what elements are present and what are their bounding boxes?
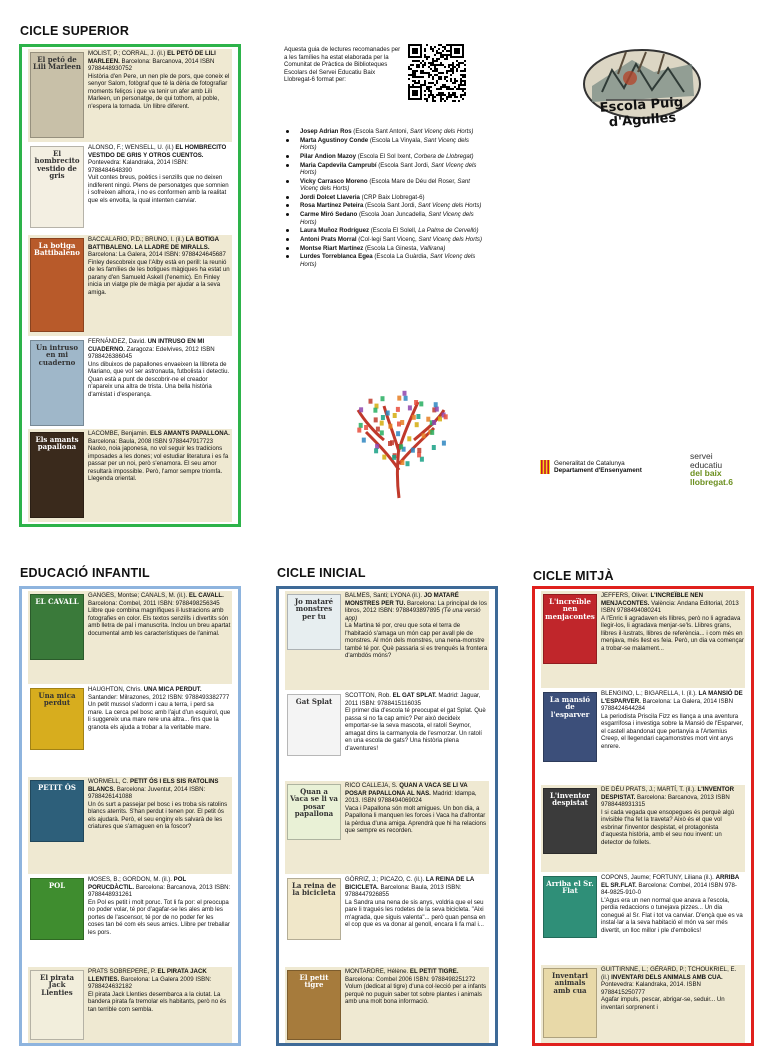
servei-line4: llobregat.6 <box>690 476 733 487</box>
book-cover-image <box>30 878 84 940</box>
book-pub: Barcelona: Baula, 2013 ISBN: 9788447926855 <box>345 883 462 899</box>
book-summary: Volum (dedicat al tigre) d'una col·lecció per a infants perquè no puguin saber tot sobre plantes i animals amb una molt bona informació. <box>345 983 487 1006</box>
book-title: PETIT ÓS I ELS SIS RATOLINS BLANCS. <box>88 778 219 793</box>
book-title: JO MATARÉ MONSTRES PER TU. <box>345 592 459 607</box>
book-authors: SCOTTON, Rob. <box>345 692 391 699</box>
book-cover-image <box>543 692 597 762</box>
section-title-inicial: CICLE INICIAL <box>277 566 366 580</box>
contributor-name: Vicky Carrasco Moreno <box>300 177 368 185</box>
book-summary: Finley descobreix que l'Alby està en perill: la reunió de les famílies de les botigues màgiques ha estat un parany d'en Samueld Askell (l'enemic). En Finley inicia un viatge ple de màgia per ajudar a la seva amiga. <box>88 258 230 296</box>
contributor-name: Jordi Dolcet Llaveria <box>300 193 360 201</box>
book-cover-image <box>30 688 84 750</box>
book-description <box>601 592 744 652</box>
contributor-item <box>286 137 486 152</box>
qr-code-icon <box>408 44 466 102</box>
contributor-item <box>286 194 486 201</box>
book-cover-title: Un intruso en mi cuaderno <box>36 343 78 367</box>
book-entry <box>285 691 489 780</box>
book-pub: Zaragoza: Edelvives, 2012 ISBN 9788426386045 <box>88 345 215 361</box>
book-cover-title: EL CAVALL <box>35 597 79 606</box>
contributor-name: Josep Adrian Ros <box>300 128 352 135</box>
book-summary: Agafar impuls, pescar, abrigar-se, seduir... Un inventari sorprenent i <box>601 996 725 1011</box>
contributors-list <box>286 128 486 269</box>
book-description <box>88 876 231 936</box>
contributor-school: (CRP Baix Llobregat-6) <box>361 193 425 201</box>
book-description <box>601 966 744 1011</box>
book-description <box>345 968 488 1006</box>
book-title: ARRIBA EL SR.FLAT. <box>601 874 740 889</box>
contributor-school: (Escola La Vinyala, <box>369 136 424 144</box>
contributor-name: Lurdes Torreblanca Egea <box>300 253 373 261</box>
infantil-box <box>19 586 241 1046</box>
book-entry <box>28 777 232 874</box>
book-entry <box>28 967 232 1046</box>
book-cover-title: POL <box>48 881 66 890</box>
contributor-place: Sant Vicenç dels Horts) <box>300 161 477 176</box>
book-cover-title: El hombrecito vestido de gris <box>34 149 80 181</box>
contributor-item <box>286 236 486 243</box>
book-cover-image <box>30 52 84 138</box>
book-description <box>601 690 744 750</box>
book-summary: Naoko, noia japonesa, no vol seguir les tradicions imposades a les dones; vol estudiar literatura i es fa passar per un noi, però s'enamora. El seu amor resultarà impossible. Però, l'amor sempre triomfa. Llegenda oriental. <box>88 445 229 483</box>
book-cover-image <box>30 594 84 660</box>
gencat-flag-icon <box>540 460 550 474</box>
contributor-place: Corbera de Llobregat) <box>413 152 474 160</box>
book-cover-title: PETIT ÓS <box>38 783 76 792</box>
intro-text: Aquesta guia de lectures recomanades per a les famílies ha estat elaborada per la Comunitat de Pràctica de Biblioteques Escolars del Servei Educatiu Baix Llobregat-6 format per: <box>284 46 401 84</box>
section-title-mitja: CICLE MITJÀ <box>533 569 614 583</box>
book-title: LA REINA DE LA BICICLETA. <box>345 876 474 891</box>
book-summary: Vaca i Papallona són molt amigues. Un bon dia, a Papallona li manquen les forces i Vaca ha d'afrontar la pèrdua d'una amiga. Aprendrà que hi ha relacions que sempre es recorden. <box>345 804 487 835</box>
contributor-name: Marta Agustinoy Conde <box>300 136 369 144</box>
book-cover-title: El petit tigre <box>299 973 329 990</box>
book-authors: JEFFERS, Oliver. <box>601 592 649 599</box>
book-description <box>88 144 231 204</box>
book-pub: Madrid: Idampa, 2013. ISBN 9788494069024 <box>345 789 477 805</box>
servei-line3: del baix <box>690 468 722 478</box>
book-title: EL GAT SPLAT. <box>392 692 437 699</box>
book-title: INVENTARI DELS ANIMALS AMB CUA. <box>611 973 723 981</box>
book-title: QUAN A VACA SE LI VA POSAR PAPALLONA AL NAS. <box>345 782 468 797</box>
book-summary: Un ós surt a passejar pel bosc i es troba sis ratolins blancs aterrits. S'han perdut i tenen por. El petit ós els ajudarà. Però, el seu enginy els salvarà de les criatures que s'amaguen en la foscor? <box>88 800 228 831</box>
book-cover-image <box>30 432 84 518</box>
contributor-school: (Col·legi Sant Vicenç, <box>358 235 419 243</box>
book-title: L'INVENTOR DESPISTAT. <box>601 786 735 801</box>
book-cover-title: Gat Splat <box>295 697 333 706</box>
contributor-place: Sant Vicenç dels Horts) <box>300 177 470 193</box>
book-entry <box>28 875 232 966</box>
school-logo-text: Escola Puig d'Agulles <box>599 95 684 131</box>
book-authors: LACOMBE, Benjamin. <box>88 430 149 437</box>
contributor-item <box>286 178 486 193</box>
book-cover-title: Arriba el Sr. Flat <box>546 879 594 896</box>
book-description <box>601 874 744 934</box>
contributor-name: Rosa Martínez Peteira <box>300 202 364 210</box>
section-title-superior: CICLE SUPERIOR <box>20 24 130 38</box>
book-entry <box>28 337 232 428</box>
book-cover-image <box>30 238 84 332</box>
book-authors: BALMES, Santi; LYONA (il.). <box>345 592 423 599</box>
contributor-school: (Escola La Ginesta, <box>365 244 420 252</box>
contributor-name: Antoni Prats Morral <box>300 235 357 243</box>
book-entry <box>28 143 232 234</box>
contributor-item <box>286 245 486 252</box>
book-summary: El primer dia d'escola té preocupat el gat Splat. Què passa si no fa cap amic? Per això decideix emportar-se la seva mascota, el ratolí Seymor, amagat dins la carmanyola de l'esmorzar. Un ratolí en una escola de gats? Una història plena d'aventures! <box>345 707 486 752</box>
book-pub: Pontevedra: Kalandraka, 2014. ISBN 9788415250777 <box>601 981 701 996</box>
book-cover-image <box>543 876 597 938</box>
contributor-place: Vallirana) <box>419 244 446 252</box>
book-pub: Barcelona: Combel, 2011 ISBN: 9788498256345 <box>88 599 220 607</box>
book-authors: COPONS, Jaume; FORTUNY, Liliana (il.). <box>601 874 714 881</box>
contributor-place: Sant Vicenç dels Horts) <box>300 136 469 152</box>
mitja-box <box>532 586 754 1046</box>
contributor-place: Sant Vicenç dels Horts) <box>300 253 476 268</box>
book-authors: ALONSO, F.; WENSELL, U. (il.) <box>88 144 174 151</box>
book-pub: Barcelona: La Galera 2009 ISBN: 9788424632182 <box>88 975 212 991</box>
book-pub-note: (Té una versió app) <box>345 607 481 622</box>
book-title: EL PETÓ DE LILI MARLEEN. <box>88 50 216 65</box>
book-pub: Barcelona: La principal de los libros, 2012 ISBN: 9788493897895 <box>345 599 487 615</box>
inicial-box <box>276 586 498 1046</box>
book-cover-image <box>30 340 84 426</box>
contributor-place: Sant Vicenç dels Horts) <box>418 235 482 243</box>
book-description <box>88 50 231 110</box>
book-cover-title: L'increïble nen menjacontes <box>545 597 595 621</box>
book-cover-title: La reina de la bicicleta <box>291 881 337 898</box>
book-cover-title: El petó de Lili Marleen <box>33 55 81 72</box>
book-description <box>345 876 488 929</box>
book-entry <box>541 873 745 964</box>
book-description <box>88 236 231 296</box>
book-pub: Barcelona: La Galera, 2014 ISBN: 9788424645687 <box>88 251 226 259</box>
book-cover-image <box>287 594 341 650</box>
book-summary: La periodista Priscila Fizz es llança a una aventura esgarrifosa i investiga sobre la Mansió de l'Esparver, el castell abandonat que pertanyia a l'Artemius Creep, el llegendari caçamonstres mort vint anys enrere. <box>601 712 744 750</box>
book-entry <box>541 591 745 688</box>
book-summary: Vuit contes breus, poètics i senzills que no deixen indiferent ningú. Plens de personatges que somnien i sofreixen alhora, i no es conformen amb la realitat que els envolta, la qual intenten canviar. <box>88 174 229 204</box>
book-description <box>88 592 231 637</box>
book-entry <box>28 591 232 684</box>
book-cover-title: Una mica perdut <box>38 691 76 708</box>
book-pub: Pontevedra: Kalandraka, 2014 ISBN: 9788484648390 <box>88 159 188 174</box>
contributor-place: Sant Vicenç dels Horts) <box>417 202 482 210</box>
book-title: EL PETIT TIGRE. <box>409 968 459 975</box>
book-entry <box>285 591 489 690</box>
contributor-school: (Escola La Guàrdia, <box>374 253 430 261</box>
book-pub: Barcelona: Baula, 2008 ISBN 9788447917723 <box>88 437 214 445</box>
servei-line2: educatiu <box>690 459 723 470</box>
contributor-school: (Escola El Solell, <box>370 227 419 235</box>
contributor-name: Montse Riart Martínez <box>300 244 364 252</box>
book-authors: MOSES, B.; GORDON, M. (il.). <box>88 876 172 883</box>
book-authors: FERNÁNDEZ, David. <box>88 338 146 345</box>
book-authors: GÒRRIZ, J.; PICAZO, C. (il.). <box>345 876 425 883</box>
book-summary: Llibre que combina magnífiques il·lustracions amb fotografies en color. Els textos senzills i divertits són amb lletra de pal i manuscrita. Inclou un breu apartat documental amb les característiques de l'animal. <box>88 607 231 637</box>
book-description <box>88 686 231 731</box>
book-summary: L'Agus era un nen normal que anava a l'escola, perdia redaccions o tunejava pizzes... Un dia conegué al Sr. Flat i tot va canviar. D'ençà que es va instal·lar a la seva habitació el món va ser més divertit, un lloc millor i ple d'embolics! <box>601 896 743 934</box>
book-entry <box>285 781 489 874</box>
book-cover-title: L'inventor despistat <box>549 791 590 808</box>
book-authors: BACCALARIO, P.D.; BRUNO, I. (il.) <box>88 236 185 243</box>
book-pub: Santander: Milrazones, 2012 ISBN: 9788493382777 <box>88 693 230 701</box>
servei-educatiu-logo <box>690 452 760 486</box>
book-summary: En Pol es petit i molt poruc. Tot li fa por: el preocupa no poder volar, té por d'agafar-se les ales amb les portes de l'ascensor, té por de no poder fer les coses tan bé com els seus amics. Llibre per treballar les pors. <box>88 898 230 936</box>
book-description <box>345 782 488 835</box>
book-entry <box>541 785 745 872</box>
book-authors: WORMELL, C. <box>88 778 129 785</box>
book-pub: València: Andana Editorial, 2013 ISBN 9788494080241 <box>601 599 739 615</box>
book-pub: Madrid: Jaguar, 2011 ISBN: 9788415116035 <box>345 692 481 707</box>
school-logo <box>572 44 712 134</box>
contributor-school: (Escola El Sol Ixent, <box>357 152 414 160</box>
book-authors: DE DÉU PRATS, J.; MARTÍ, T. (il.). <box>601 786 696 793</box>
book-title: LA MANSIÓ DE L'ESPARVER. <box>601 690 743 705</box>
book-cover-title: Inventari animals amb cua <box>551 971 589 995</box>
contributor-item <box>286 202 486 209</box>
contributor-school: (Escola Mare de Déu del Roser, <box>369 177 458 185</box>
book-cover-title: Els amants papallona <box>35 435 79 452</box>
contributor-item <box>286 253 486 268</box>
book-description <box>88 338 231 398</box>
book-title: EL HOMBRECITO VESTIDO DE GRIS Y OTROS CUENTOS. <box>88 144 227 159</box>
book-description <box>345 592 488 660</box>
book-cover-title: Quan a Vaca se li va posar papallona <box>290 787 338 819</box>
book-authors: HAUGHTON, Chris. <box>88 686 143 693</box>
gencat-line1: Generalitat de Catalunya <box>554 460 625 467</box>
book-summary: Uns dibuixos de papallones envaeixen la llibreta de Mariano, que vol ser astronauta, futbolista i detectiu. Quan està a punt de descobrir-ne el creador n'apareix una altra de trista. Una bella història d'amistat i d'esperança. <box>88 360 230 398</box>
book-pub: Barcelona: Combel 2006 ISBN: 9788498251272 <box>345 975 476 983</box>
book-cover-title: El pirata Jack Llenties <box>40 973 74 997</box>
book-title: UNA MICA PERDUT. <box>143 686 202 693</box>
book-title: L'INCREÏBLE NEN MENJACONTES. <box>601 592 704 607</box>
book-authors: MONTARDRE, Hélène. <box>345 968 409 975</box>
book-summary: La Sandra una nena de sis anys, voldria que el seu pare li tragués les rodetes de la seva bicicleta. "Aixi m'agrada, que siguis valenta"... però quan pensa en el cop que es va donar al genoll, encara li fa mal i... <box>345 898 486 929</box>
book-cover-title: La botiga Battibaleno <box>34 241 80 258</box>
book-pub: Barcelona: Barcanova, 2013 ISBN 9788448931315 <box>601 793 730 809</box>
book-title: ELS AMANTS PAPALLONA. <box>150 430 230 437</box>
book-cover-image <box>30 146 84 228</box>
book-summary: A l'Enric li agradaven els llibres, però no li agradava llegir-los, li agradava menjar-se'ls. Llibres grans, llibres il·lustrats, llibres de referència... i com més en menjava, més llest es feia. Però, un dia va començar a trobar-se malament... <box>601 614 744 652</box>
superior-box <box>19 44 241 527</box>
book-cover-image <box>287 878 341 940</box>
book-entry <box>28 429 232 522</box>
book-description <box>88 778 231 831</box>
book-summary: Història d'en Pere, un nen ple de pors, que coneix el senyor Salom, fotògraf que té la dèria de fotografiar moments feliços i que va tenir un afer amb Lili Marleen, un personatge, de qui tothom, al poble, n'espera la tornada. Un llibre diferent. <box>88 72 230 110</box>
book-pub: Barcelona: Juventut, 2014 ISBN: 9788426141088 <box>88 785 206 801</box>
contributor-place: La Palma de Cervelló) <box>418 227 479 235</box>
servei-line1: servei <box>690 451 713 461</box>
book-entry <box>28 49 232 142</box>
book-authors: PRATS SOBREPERE, P. <box>88 968 156 975</box>
book-description <box>345 692 488 752</box>
contributor-name: Laura Muñoz Rodríguez <box>300 227 370 235</box>
book-cover-image <box>543 968 597 1038</box>
book-title: EL PIRATA JACK LLENTIES. <box>88 968 207 983</box>
book-title: POL PORUCDÀCTIL. <box>88 876 187 891</box>
book-cover-title: La mansió de l'esparver <box>549 695 591 719</box>
book-description <box>88 430 231 483</box>
book-summary: La Martina té por, creu que sota el terra de l'habitació s'amaga un món cap per avall ple de monstres. Al món dels monstres, una nena-monstre també té por. Què passaria si es trenqués la frontera d'ambdós móns? <box>345 622 488 660</box>
book-summary: El pirata Jack Llenties desembarca a la ciutat. La bandera pirata fa tremolar els habitants, però no és tan terrible com sembla. <box>88 990 227 1013</box>
book-title: EL CAVALL. <box>188 592 224 599</box>
book-cover-title: Jo mataré monstres per tu <box>294 597 334 621</box>
contributor-place: Sant Vicenç dels Horts) <box>409 128 474 135</box>
book-title: UN INTRUSO EN MI CUADERNO. <box>88 338 205 353</box>
contributor-school: (Escola Sant Jordi, <box>365 202 418 210</box>
contributor-item <box>286 211 486 226</box>
contributor-school: (Escola Joan Juncadella, <box>358 211 429 219</box>
contributor-place: Sant Vicenç dels Horts) <box>300 211 474 226</box>
book-entry <box>285 967 489 1046</box>
contributor-name: Maria Capdevila Camprubí <box>300 161 377 169</box>
book-entry <box>285 875 489 966</box>
book-tree-icon <box>344 380 454 500</box>
book-summary: Un petit mussol s'adorm i cau a terra, i perd sa mare. La cerca pel bosc amb l'ajut d'un esquirol, que li suggereix una mare rere una altra... fins que la granota els ajuda a trobar a la veritable mare. <box>88 701 231 731</box>
book-cover-image <box>543 594 597 664</box>
book-entry <box>28 685 232 776</box>
book-cover-image <box>30 780 84 842</box>
book-entry <box>541 965 745 1045</box>
book-summary: I si cada vegada que ensopegues és perquè algú invisible t'ha fet la traveta? Això és el que vol esbrinar l'inventor despistat, el protagonista d'aquesta història, amb el seu nou invent: un detector de follets. <box>601 808 735 846</box>
book-description <box>601 786 744 846</box>
book-authors: BLENGINO, L.; BIGARELLA, I. (il.). <box>601 690 697 697</box>
book-pub: Barcelona: Barcanova, 2013 ISBN: 9788448931261 <box>88 883 231 899</box>
book-entry <box>28 235 232 336</box>
gencat-line2: Departament d'Ensenyament <box>554 467 642 474</box>
book-pub: Barcelona: La Galera, 2014 ISBN 9788424644284 <box>601 697 733 713</box>
book-authors: GUITTIRNNE, L.; GÉRARD, P.; TCHOUKRIEL, E. (il.) <box>601 966 737 981</box>
book-cover-image <box>287 694 341 756</box>
book-pub: Barcelona: Combel, 2014 ISBN 978-84-9825-910-0 <box>601 881 737 897</box>
contributor-item <box>286 162 486 177</box>
book-cover-image <box>287 784 341 840</box>
contributor-item <box>286 128 486 135</box>
contributor-item <box>286 227 486 234</box>
book-cover-image <box>30 970 84 1040</box>
contributor-name: Pilar Andion Mazoy <box>300 152 356 160</box>
contributor-school: (Escola Sant Antoni, <box>353 128 410 135</box>
book-pub: Barcelona: Barcanova, 2014 ISBN 9788448930752 <box>88 57 215 73</box>
book-cover-image <box>287 970 341 1040</box>
book-title: LA BOTIGA BATTIBALENO. LA LLADRE DE MIRALLS. <box>88 236 219 251</box>
section-title-infantil: EDUCACIÓ INFANTIL <box>20 566 150 580</box>
book-cover-image <box>543 788 597 854</box>
contributor-item <box>286 153 486 160</box>
book-description <box>88 968 231 1013</box>
book-authors: GANGES, Montse; CANALS, M. (il.). <box>88 592 188 599</box>
book-authors: MOLIST, P.; CORRAL, J. (il.) <box>88 50 166 57</box>
contributor-name: Carme Miró Sedano <box>300 211 358 219</box>
book-entry <box>541 689 745 784</box>
contributor-school: (Escola Sant Jordi, <box>378 161 432 169</box>
book-authors: RICO CALLEJA, S. <box>345 782 398 789</box>
